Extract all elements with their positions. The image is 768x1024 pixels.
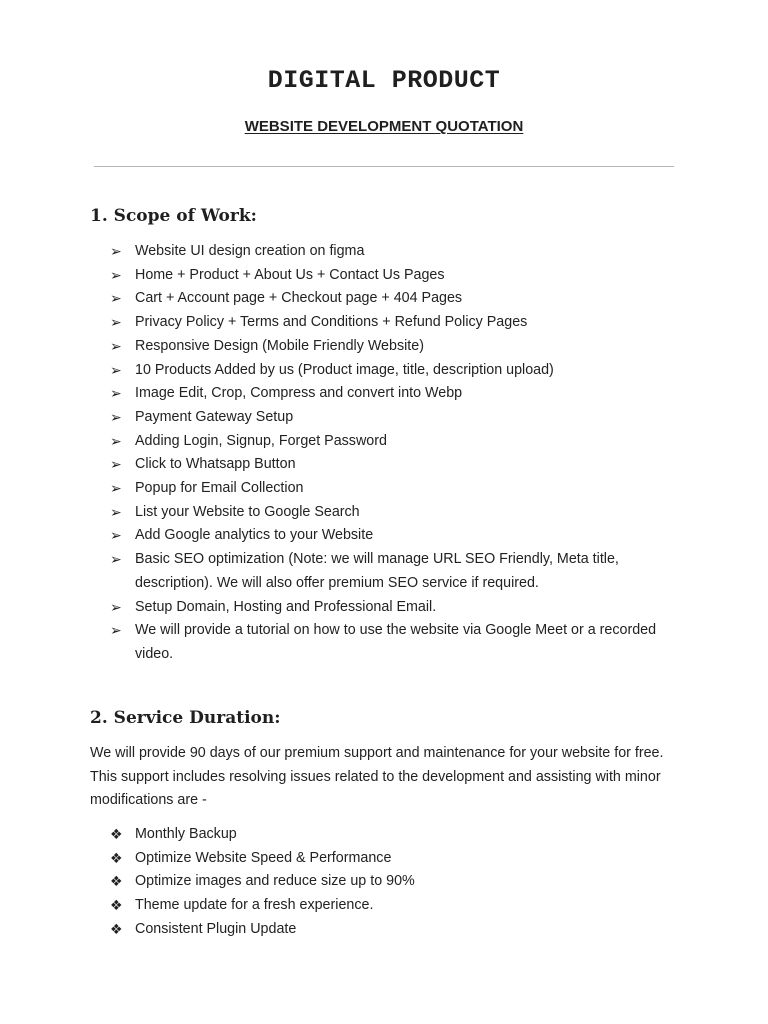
service-list	[110, 823, 670, 942]
service-paragraph: We will provide 90 days of our premium support and maintenance for your website for free. This support includes resolving issues related to the development and assisting with minor modifications are -	[90, 745, 664, 809]
arrow-bullet-icon: ➢	[110, 385, 122, 402]
list-item	[110, 382, 670, 406]
list-item	[110, 311, 670, 335]
list-item	[110, 406, 670, 430]
list-item	[110, 430, 670, 454]
list-item-text: Optimize images and reduce size up to 90%	[135, 873, 415, 890]
list-item-text: Website UI design creation on figma	[135, 243, 365, 259]
list-item	[110, 870, 670, 894]
list-item	[110, 501, 670, 525]
list-item-text: Cart + Account page + Checkout page + 404 Pages	[135, 290, 463, 307]
list-item	[110, 287, 670, 311]
list-item	[110, 359, 670, 383]
list-item	[110, 477, 670, 501]
list-item-text: List your Website to Google Search	[135, 503, 360, 520]
diamond-bullet-icon: ❖	[110, 920, 123, 937]
arrow-bullet-icon: ➢	[110, 361, 122, 378]
list-item	[110, 596, 670, 620]
list-item	[110, 823, 670, 847]
diamond-bullet-icon: ❖	[110, 873, 123, 890]
scope-list	[110, 240, 670, 667]
list-item-text: 10 Products Added by us (Product image, title, description upload)	[135, 361, 554, 378]
arrow-bullet-icon: ➢	[110, 551, 122, 568]
list-item-text: Payment Gateway Setup	[135, 408, 294, 425]
list-item	[110, 335, 670, 359]
list-item-text: Adding Login, Signup, Forget Password	[135, 432, 387, 449]
arrow-bullet-icon: ➢	[110, 503, 122, 520]
horizontal-divider	[94, 166, 674, 167]
list-item	[110, 894, 670, 918]
list-item-text: We will provide a tutorial on how to use the website via Google Meet or a recorded video.	[135, 622, 657, 662]
list-item	[110, 847, 670, 871]
scope-heading: 1. Scope of Work:	[90, 206, 257, 226]
service-heading: 2. Service Duration:	[90, 708, 281, 728]
arrow-bullet-icon: ➢	[110, 243, 122, 259]
list-item-text: Basic SEO optimization (Note: we will manage URL SEO Friendly, Meta title, description). We will also offer premium SEO service if required.	[135, 551, 619, 591]
list-item-text: Responsive Design (Mobile Friendly Website)	[135, 337, 424, 354]
document-title: DIGITAL PRODUCT	[267, 66, 501, 95]
list-item-text: Optimize Website Speed & Performance	[135, 849, 392, 866]
arrow-bullet-icon: ➢	[110, 480, 122, 497]
list-item-text: Home + Product + About Us + Contact Us Pages	[135, 266, 445, 283]
diamond-bullet-icon: ❖	[110, 849, 123, 866]
arrow-bullet-icon: ➢	[110, 432, 122, 449]
arrow-bullet-icon: ➢	[110, 408, 122, 425]
list-item-text: Monthly Backup	[135, 826, 237, 842]
arrow-bullet-icon: ➢	[110, 337, 122, 354]
arrow-bullet-icon: ➢	[110, 290, 122, 307]
diamond-bullet-icon: ❖	[110, 826, 123, 842]
document-subtitle: WEBSITE DEVELOPMENT QUOTATION	[244, 118, 524, 135]
arrow-bullet-icon: ➢	[110, 314, 122, 331]
arrow-bullet-icon: ➢	[110, 527, 122, 544]
arrow-bullet-icon: ➢	[110, 266, 122, 283]
arrow-bullet-icon: ➢	[110, 622, 122, 639]
list-item-text: Privacy Policy + Terms and Conditions + Refund Policy Pages	[135, 314, 528, 331]
list-item-text: Add Google analytics to your Website	[135, 527, 374, 544]
list-item-text: Image Edit, Crop, Compress and convert into Webp	[135, 385, 463, 402]
arrow-bullet-icon: ➢	[110, 598, 122, 615]
list-item	[110, 264, 670, 288]
list-item	[110, 524, 670, 548]
arrow-bullet-icon: ➢	[110, 456, 122, 473]
list-item	[110, 548, 670, 595]
list-item	[110, 619, 670, 666]
diamond-bullet-icon: ❖	[110, 897, 123, 914]
list-item-text: Popup for Email Collection	[135, 480, 304, 497]
list-item	[110, 453, 670, 477]
list-item	[110, 918, 670, 942]
list-item-text: Setup Domain, Hosting and Professional Email.	[135, 598, 437, 615]
list-item-text: Consistent Plugin Update	[135, 920, 297, 937]
list-item-text: Click to Whatsapp Button	[135, 456, 296, 473]
list-item-text: Theme update for a fresh experience.	[135, 897, 374, 914]
list-item	[110, 240, 670, 264]
